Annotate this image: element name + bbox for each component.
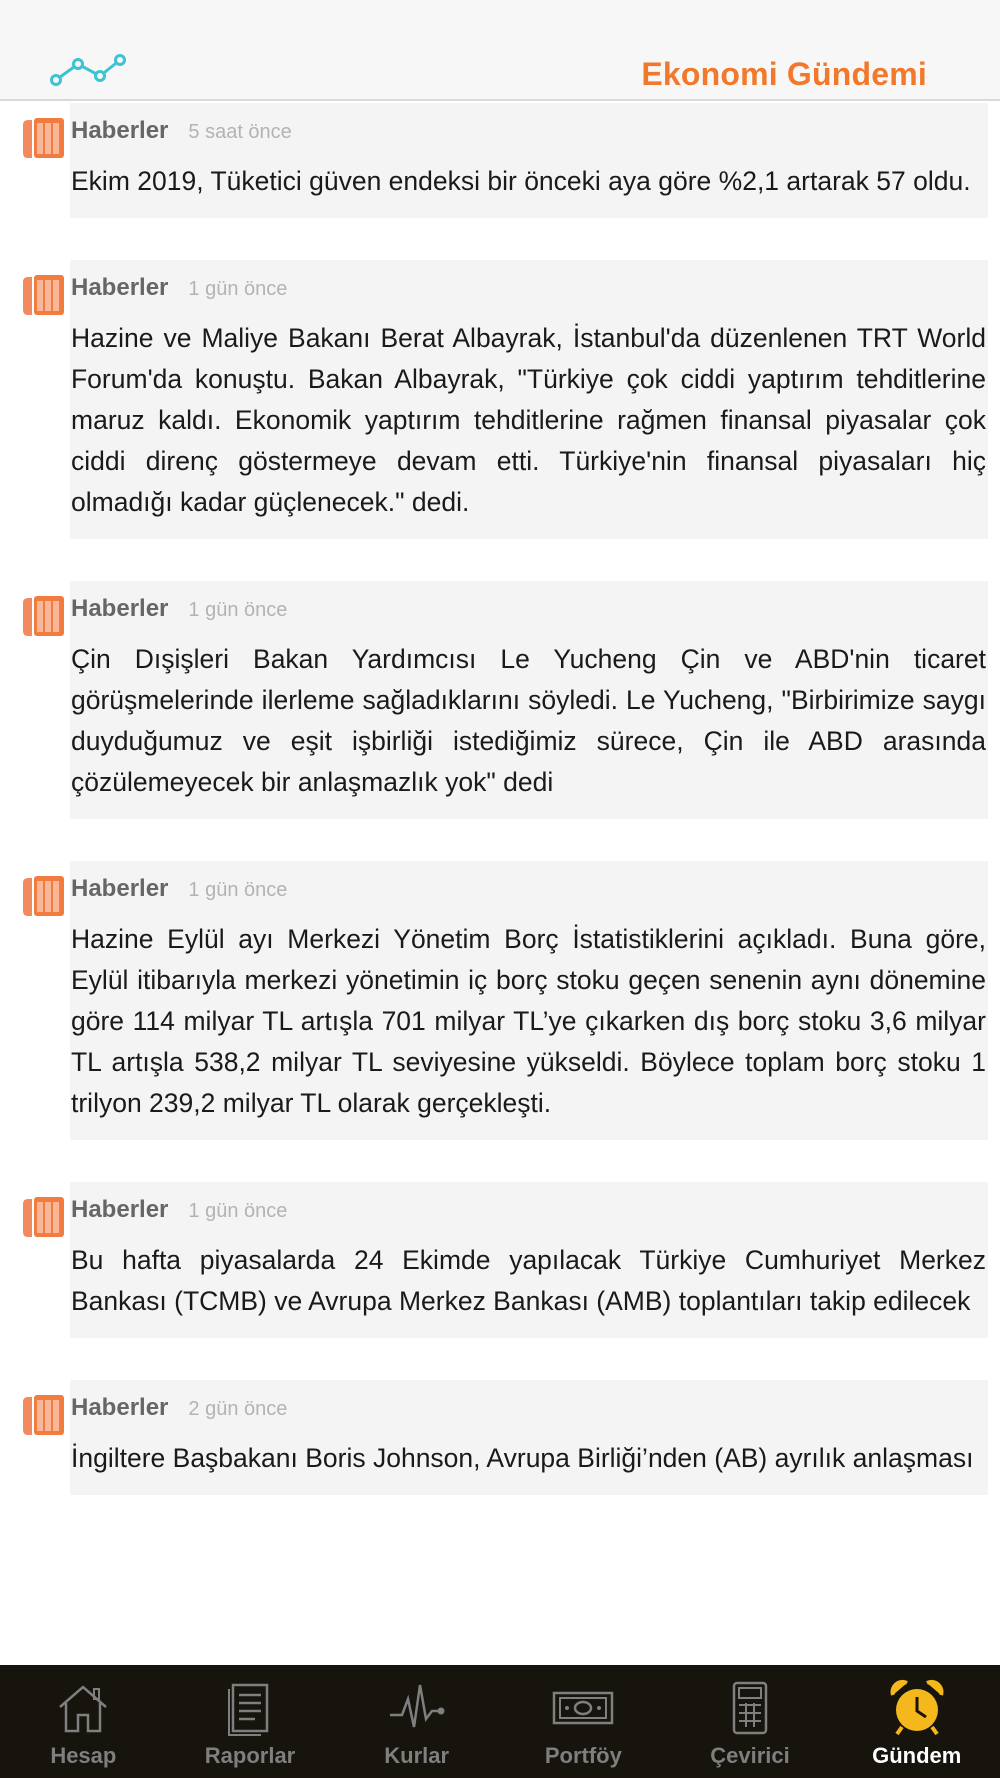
- news-time: 1 gün önce: [188, 599, 288, 621]
- news-text: Hazine Eylül ayı Merkezi Yönetim Borç İstatistiklerini açıkladı. Buna göre, Eylül itibarıyla merkezi yönetimin iç borç stoku geçen senenin aynı dönemine göre 114 milyar TL artışla 701 milyar TL’ye çıkarken dış borç stoku 3,6 milyar TL artışla 538,2 milyar TL seviyesine yükseldi. Böylece toplam borç stoku 1 trilyon 239,2 milyar TL olarak gerçekleşti.: [71, 924, 986, 1118]
- news-time: 1 gün önce: [188, 1200, 288, 1222]
- banknote-icon: [552, 1679, 614, 1737]
- news-bubble: [70, 1380, 988, 1495]
- news-source: Haberler: [71, 1196, 169, 1223]
- top-bar: [0, 0, 1000, 101]
- home-icon: [52, 1679, 114, 1737]
- news-item[interactable]: [18, 103, 1000, 218]
- news-time: 5 saat önce: [188, 121, 292, 143]
- news-book-icon: [18, 1392, 66, 1438]
- tab-label: Raporlar: [204, 1743, 296, 1768]
- news-text: Hazine ve Maliye Bakanı Berat Albayrak, İstanbul'da düzenlenen TRT World Forum'da konuştu. Bakan Albayrak, "Türkiye çok ciddi yaptırım tehditlerine maruz kaldı. Ekonomik yaptırım tehditlerine rağmen finansal piyasalar çok ciddi direnç göstermeye devam etti. Türkiye'nin finansal piyasaları hiç olmadığı kadar güçlenecek." dedi.: [71, 323, 986, 517]
- news-time: 2 gün önce: [188, 1398, 288, 1420]
- news-meta: [71, 1390, 986, 1426]
- news-bubble: [70, 861, 988, 1140]
- news-text: Çin Dışişleri Bakan Yardımcısı Le Yucheng Çin ve ABD'nin ticaret görüşmelerinde ilerleme sağladıklarını söyledi. Le Yucheng, "Birbirimize saygı duyduğumuz ve eşit işbirliği istediğimiz sürece, Çin ile ABD arasında çözülemeyecek bir anlaşmazlık yok" dedi: [71, 644, 986, 797]
- news-book-icon: [18, 873, 66, 919]
- news-item[interactable]: [18, 1380, 1000, 1495]
- news-source: Haberler: [71, 274, 169, 301]
- news-item[interactable]: [18, 861, 1000, 1140]
- news-meta: [71, 591, 986, 627]
- news-source: Haberler: [71, 117, 169, 144]
- news-item[interactable]: [18, 260, 1000, 539]
- tab-label: Kurlar: [384, 1743, 450, 1768]
- page-title: Ekonomi Gündemi: [641, 56, 927, 92]
- tab-bar: [0, 1665, 1000, 1778]
- news-source: Haberler: [71, 1394, 169, 1421]
- tab-label: Çevirici: [710, 1743, 790, 1768]
- news-meta: [71, 1192, 986, 1228]
- tab-cevirici[interactable]: [667, 1665, 834, 1778]
- news-bubble: [70, 581, 988, 819]
- pulse-icon: [386, 1679, 448, 1737]
- tab-raporlar[interactable]: [167, 1665, 334, 1778]
- news-book-icon: [18, 1194, 66, 1240]
- news-text: İngiltere Başbakanı Boris Johnson, Avrupa Birliği’nden (AB) ayrılık anlaşması: [71, 1443, 974, 1473]
- news-bubble: [70, 260, 988, 539]
- news-source: Haberler: [71, 875, 169, 902]
- news-text: Ekim 2019, Tüketici güven endeksi bir önceki aya göre %2,1 artarak 57 oldu.: [71, 166, 971, 196]
- tab-kurlar[interactable]: [333, 1665, 500, 1778]
- news-book-icon: [18, 593, 66, 639]
- news-book-icon: [18, 115, 66, 161]
- tab-hesap[interactable]: [0, 1665, 167, 1778]
- tab-label: Portföy: [544, 1743, 622, 1768]
- news-bubble: [70, 1182, 988, 1338]
- news-time: 1 gün önce: [188, 879, 288, 901]
- document-icon: [219, 1679, 281, 1737]
- news-item[interactable]: [18, 581, 1000, 819]
- news-text: Bu hafta piyasalarda 24 Ekimde yapılacak Türkiye Cumhuriyet Merkez Bankası (TCMB) ve Avrupa Merkez Bankası (AMB) toplantıları takip edilecek: [71, 1245, 986, 1316]
- news-bubble: [70, 103, 988, 218]
- trend-line-icon[interactable]: [48, 52, 128, 88]
- calculator-icon: [719, 1679, 781, 1737]
- news-source: Haberler: [71, 595, 169, 622]
- news-book-icon: [18, 272, 66, 318]
- news-time: 1 gün önce: [188, 278, 288, 300]
- tab-portfoy[interactable]: [500, 1665, 667, 1778]
- news-meta: [71, 113, 986, 149]
- news-meta: [71, 270, 986, 306]
- tab-label: Gündem: [872, 1743, 962, 1768]
- news-feed[interactable]: [0, 103, 1000, 1665]
- news-meta: [71, 871, 986, 907]
- tab-label: Hesap: [50, 1743, 117, 1768]
- alarm-clock-icon: [886, 1679, 948, 1737]
- news-item[interactable]: [18, 1182, 1000, 1338]
- tab-gundem[interactable]: [833, 1665, 1000, 1778]
